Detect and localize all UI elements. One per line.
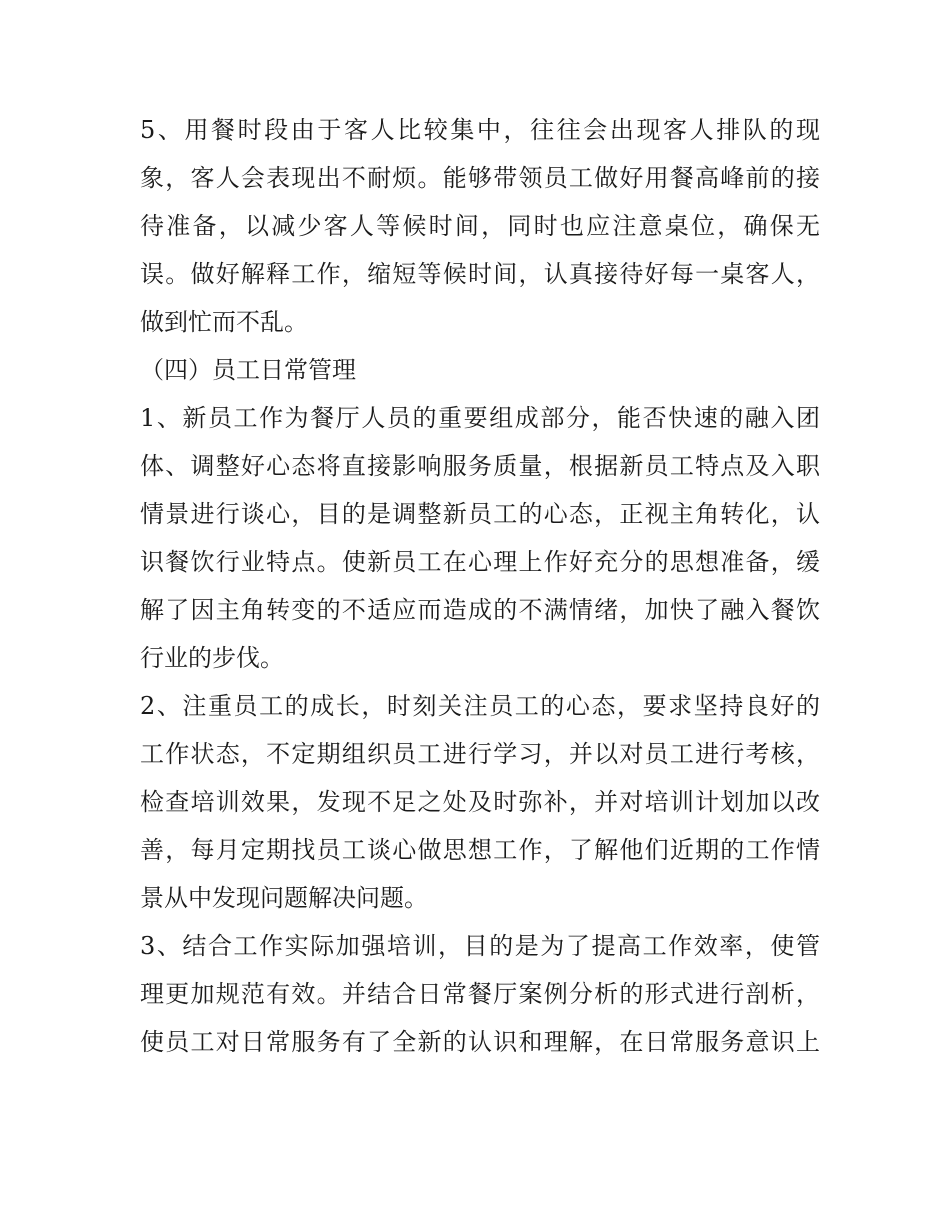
paragraph-line: 行业的步伐。 — [140, 644, 284, 672]
paragraph-line: 体、调整好心态将直接影响服务质量，根据新员工特点及入职 — [140, 452, 820, 480]
paragraph-line: 2、注重员工的成长，时刻关注员工的心态，要求坚持良好的 — [140, 692, 820, 720]
paragraph-line: 1、新员工作为餐厅人员的重要组成部分，能否快速的融入团 — [140, 404, 820, 432]
paragraph-line: 工作状态，不定期组织员工进行学习，并以对员工进行考核， — [140, 740, 820, 768]
paragraph-line: 善，每月定期找员工谈心做思想工作，了解他们近期的工作情 — [140, 836, 820, 864]
paragraph-line: 3、结合工作实际加强培训，目的是为了提高工作效率，使管 — [140, 932, 820, 960]
paragraph-line: 解了因主角转变的不适应而造成的不满情绪，加快了融入餐饮 — [140, 596, 820, 624]
section-heading: （四）员工日常管理 — [140, 356, 356, 384]
paragraph-line: 象，客人会表现出不耐烦。能够带领员工做好用餐高峰前的接 — [140, 164, 820, 192]
paragraph-line: 景从中发现问题解决问题。 — [140, 884, 428, 912]
paragraph-line: 理更加规范有效。并结合日常餐厅案例分析的形式进行剖析， — [140, 980, 820, 1008]
paragraph-line: 识餐饮行业特点。使新员工在心理上作好充分的思想准备，缓 — [140, 548, 820, 576]
paragraph-line: 做到忙而不乱。 — [140, 308, 308, 336]
paragraph-line: 5、用餐时段由于客人比较集中，往往会出现客人排队的现 — [140, 116, 820, 144]
paragraph-line: 待准备，以减少客人等候时间，同时也应注意桌位，确保无 — [140, 212, 820, 240]
paragraph-line: 检查培训效果，发现不足之处及时弥补，并对培训计划加以改 — [140, 788, 820, 816]
document-body — [140, 106, 820, 1066]
paragraph-line: 情景进行谈心，目的是调整新员工的心态，正视主角转化，认 — [140, 500, 820, 528]
paragraph-line: 误。做好解释工作，缩短等候时间，认真接待好每一桌客人， — [140, 260, 820, 288]
paragraph-line: 使员工对日常服务有了全新的认识和理解，在日常服务意识上 — [140, 1028, 820, 1056]
